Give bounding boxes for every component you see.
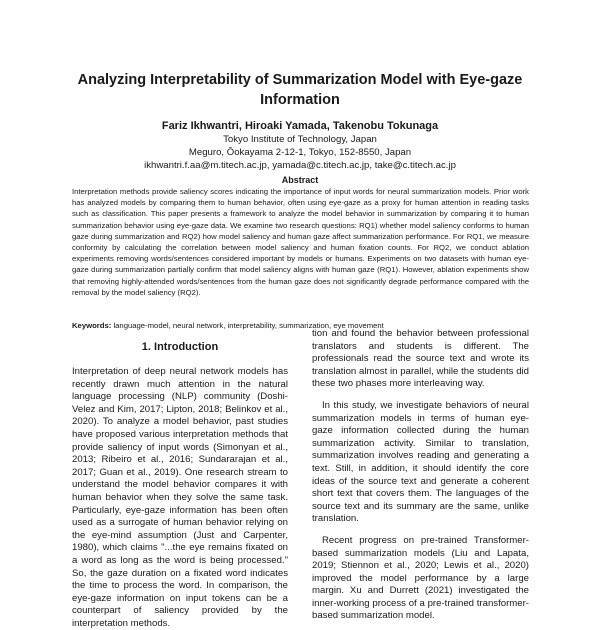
- abstract-heading: Abstract: [281, 175, 319, 185]
- intro-paragraph-2-continued: tion and found the behavior between professional translators and students is different. The professionals read the source text and wrote its translation almost in parallel, while the students did these two phases more interleaving way.: [312, 328, 529, 390]
- intro-paragraph-4: Recent progress on pre-trained Transformer-based summarization models (Liu and Lapata, 2019; Stiennon et al., 2020; Lewis et al., 2020) improved the model performance by a large margin. Xu and Durrett (2021) investigated the inner-working process of a pre-trained transformer-based summarization model.: [312, 534, 529, 622]
- affiliation: Tokyo Institute of Technology, Japan: [223, 134, 377, 145]
- left-column: [72, 366, 288, 630]
- intro-paragraph-3: In this study, we investigate behaviors of neural summarization models in terms of human eye-gaze information collected during the human summarization activity. Similar to translation, summarization involves reading and generating a text. Still, in addition, it should identify the core ideas of the source text and generate a coherent short text that covers them. The languages of the source text and its summary are the same, unlike translation.: [312, 399, 529, 525]
- section-heading-introduction: 1. Introduction: [141, 341, 219, 353]
- abstract-text: Interpretation methods provide saliency scores indicating the importance of input words for neural summarization models. Prior work has analyzed models by comparing them to human behavior, often using eye-gaze as a proxy for human attention in reading tasks such as classification. This paper presents a framework to analyze the model behavior in summarization by comparing it to human summarization behavior using eye-gaze data. We examine two research questions: RQ1) whether model saliency conforms to human gaze during summarization and RQ2) how model saliency and human gaze affect summarization performance. For RQ1, we measure conformity by calculating the correlation between model saliency and human fixation counts. For RQ2, we conduct ablation experiments removing words/sentences considered important by models or humans. Experiments on two datasets with human eye-gaze during summarization partially confirm that model saliency aligns with human gaze (RQ1). However, ablation experiments show that removing highly-attended words/sentences from the human gaze does not significantly degrade performance compared with the removal by the model saliency (RQ2).: [72, 187, 529, 297]
- right-column: [312, 328, 529, 623]
- author-list: Fariz Ikhwantri, Hiroaki Yamada, Takenobu Tokunaga: [161, 120, 439, 132]
- keywords-text: language-model, neural network, interpretability, summarization, eye movement: [111, 321, 384, 330]
- intro-paragraph-1: Interpretation of deep neural network models has recently drawn much attention in the natural language processing (NLP) community (Doshi-Velez and Kim, 2017; Lipton, 2018; Belinkov et al., 2020). To analyze a model behavior, past studies have proposed various interpretation methods that provide saliency of input words (Simonyan et al., 2013; Ribeiro et al., 2016; Sundararajan et al., 2017; Guan et al., 2019). One research stream to understand the model behavior compares it with human behavior when they solve the same task. Particularly, eye-gaze information has been often used as a surrogate of human behavior relying on the eye-mind assumption (Just and Carpenter, 1980), which claims "...the eye remains fixated on a word as long as the word is being processed." So, the gaze duration on a fixated word indicates the time to process the word. In comparison, the eye-gaze information on input tokens can be a counterpart of saliency provided by the interpretation methods.: [72, 366, 288, 629]
- paper-title: Analyzing Interpretability of Summarization Model with Eye-gaze Information: [77, 72, 523, 108]
- address: Meguro, Ōokayama 2-12-1, Tokyo, 152-8550, Japan: [188, 147, 412, 158]
- emails: ikhwantri.f.aa@m.titech.ac.jp, yamada@c.titech.ac.jp, take@c.titech.ac.jp: [144, 160, 456, 171]
- keywords-label: Keywords:: [72, 321, 112, 330]
